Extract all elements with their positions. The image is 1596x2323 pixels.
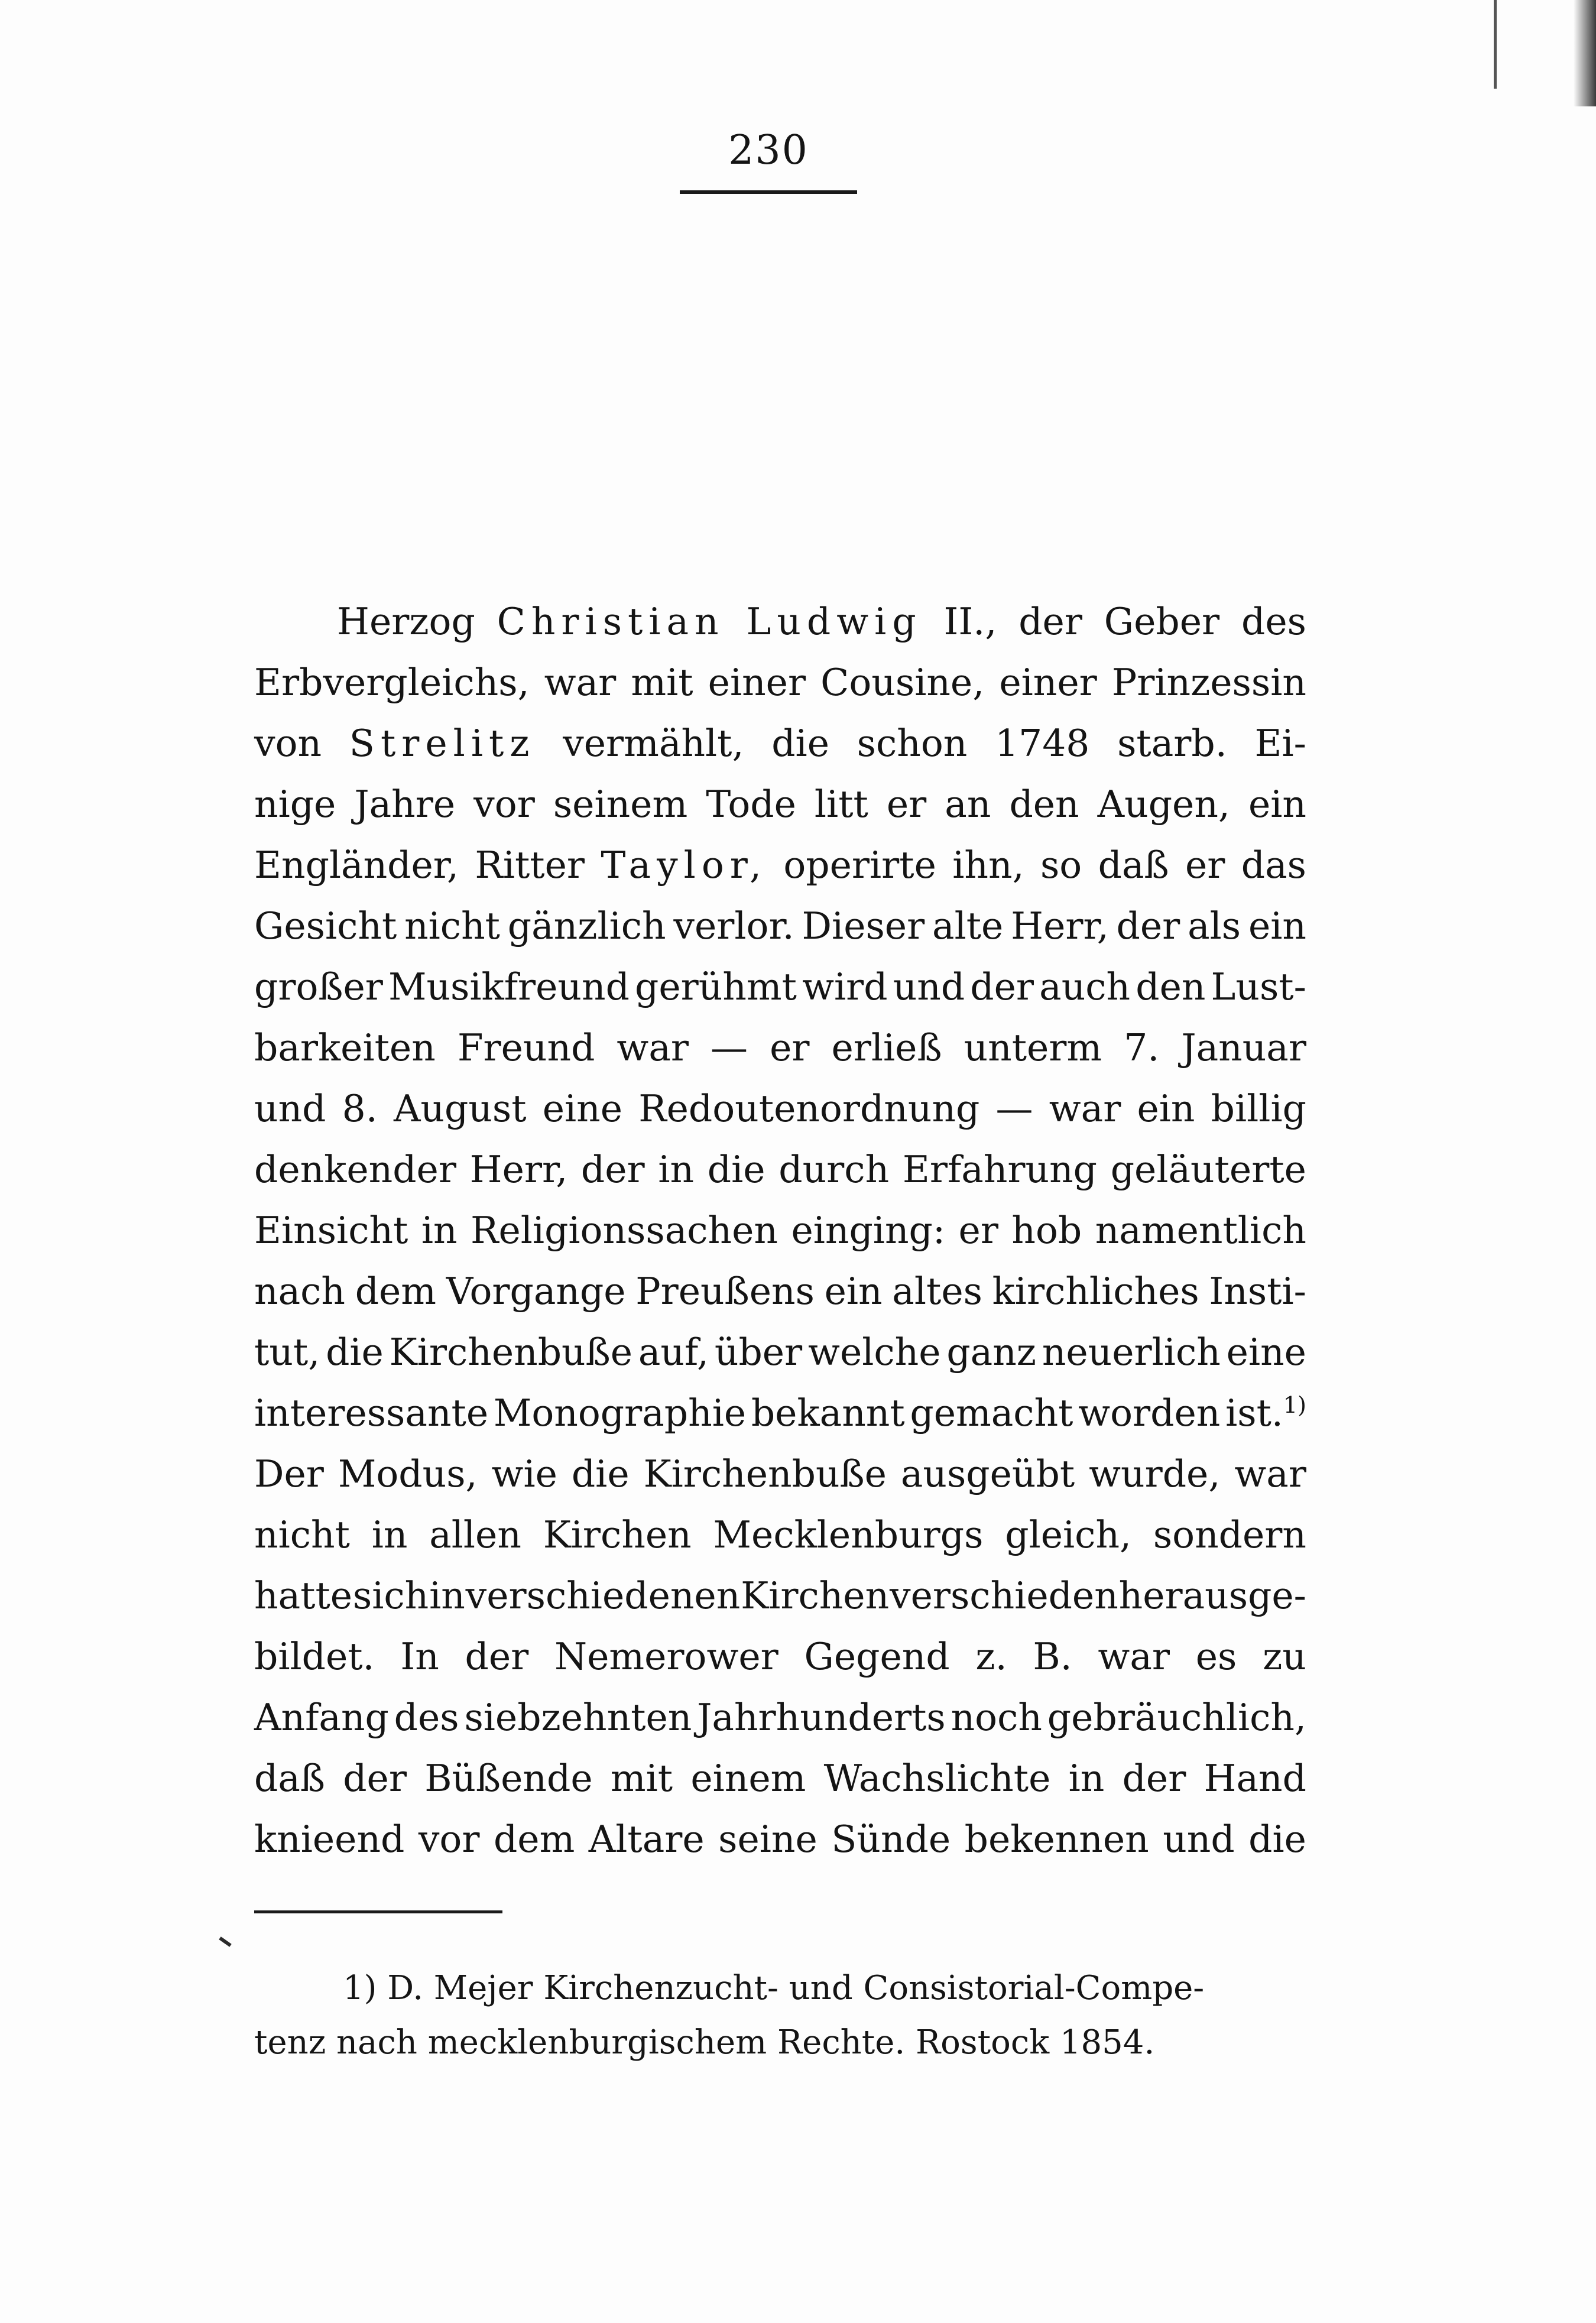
word: Freund (457, 1026, 595, 1069)
word: Kirchen (741, 1574, 890, 1617)
word: Kirchenbuße (643, 1452, 887, 1495)
word: Einsicht (254, 1209, 408, 1252)
word: und (1163, 1818, 1235, 1861)
word: einer (999, 661, 1097, 704)
word: ein (1248, 904, 1306, 948)
word: verlor. (673, 904, 794, 948)
word: ein (1137, 1087, 1195, 1130)
text-line (254, 1017, 1306, 1078)
word: vermählt, (563, 722, 744, 765)
word: gleich, (1005, 1513, 1132, 1556)
word: Dieser (802, 904, 925, 948)
word: in (371, 1513, 408, 1556)
word: Kirchenbuße (389, 1331, 632, 1374)
word: namentlich (1095, 1209, 1306, 1252)
word: siebzehnten (464, 1696, 692, 1739)
word: altes (892, 1270, 982, 1313)
word: war (544, 661, 617, 704)
text-line (254, 1626, 1306, 1687)
word: herausge- (1118, 1574, 1306, 1617)
word: es (1195, 1635, 1237, 1678)
word: Religionssachen (471, 1209, 778, 1252)
word: wird (802, 965, 888, 1008)
footnote-rule (254, 1910, 502, 1913)
word: verschiedenen (465, 1574, 741, 1617)
text-line (254, 1322, 1306, 1383)
word: Erbvergleichs, (254, 661, 530, 704)
word: Jahrhunderts (697, 1696, 946, 1739)
word: den (1136, 965, 1206, 1008)
text-line (254, 713, 1306, 774)
word: nicht (254, 1513, 350, 1556)
word: daß (1098, 843, 1169, 887)
word: knieend (254, 1818, 405, 1861)
word: Gesicht (254, 904, 397, 948)
page-number: 230 (728, 127, 809, 174)
word: der (1018, 600, 1082, 643)
word: bekennen (964, 1818, 1149, 1861)
word: worden (1078, 1391, 1221, 1435)
word: allen (429, 1513, 521, 1556)
word: des (394, 1696, 459, 1739)
word: ihn, (952, 843, 1024, 887)
word: seine (718, 1818, 818, 1861)
word: Insti- (1209, 1270, 1306, 1313)
word: Redoutenordnung (638, 1087, 980, 1130)
word: Tode (706, 783, 796, 826)
word: als (1188, 904, 1241, 948)
footnote-text: tenz nach mecklenburgischem Rechte. Rostock 1854. (254, 2023, 1155, 2062)
word: Vorgange (446, 1270, 626, 1313)
word: Musikfreund (388, 965, 630, 1008)
text-line (254, 896, 1306, 956)
word: verschieden (889, 1574, 1118, 1617)
text-line (254, 1261, 1306, 1322)
footnote-number: 1) (343, 1969, 377, 2007)
word: der (343, 1757, 407, 1800)
text-line (254, 1809, 1306, 1870)
word: welche (808, 1331, 941, 1374)
word: auch (1039, 965, 1131, 1008)
word: Herzog (337, 600, 475, 643)
text-line (254, 1443, 1306, 1504)
word: Augen, (1097, 783, 1230, 826)
word: gebräuchlich, (1047, 1696, 1306, 1739)
word: noch (951, 1696, 1042, 1739)
word: daß (254, 1757, 325, 1800)
word: der (1122, 1757, 1186, 1800)
word: erließ (831, 1026, 942, 1069)
word: ganz (946, 1331, 1036, 1374)
word: Herr, (1011, 904, 1109, 948)
footnote (254, 1961, 1306, 2070)
word: Jahre (354, 783, 456, 826)
word: August (393, 1087, 527, 1130)
word: 7. (1124, 1026, 1160, 1069)
text-line (254, 956, 1306, 1017)
word: Prinzessin (1111, 661, 1306, 704)
word: ein (1248, 783, 1306, 826)
word: war (1098, 1635, 1170, 1678)
word: II., (943, 600, 997, 643)
word: in (1068, 1757, 1105, 1800)
word: so (1040, 843, 1082, 887)
word: nicht (404, 904, 500, 948)
word: In (400, 1635, 439, 1678)
word: Nemerower (554, 1635, 778, 1678)
word: und (254, 1087, 326, 1130)
word: gänzlich (507, 904, 666, 948)
word: tut, (254, 1331, 320, 1374)
word: 8. (342, 1087, 378, 1130)
word: der (580, 1148, 645, 1191)
word: 1748 (995, 722, 1090, 765)
word: die (771, 722, 829, 765)
word: Strelitz (349, 722, 536, 765)
word: Geber (1104, 600, 1220, 643)
word: Cousine, (820, 661, 985, 704)
word: ausgeübt (900, 1452, 1075, 1495)
text-line (254, 1139, 1306, 1200)
word: wurde, (1089, 1452, 1221, 1495)
word: eine (542, 1087, 623, 1130)
footnote-line (254, 2016, 1306, 2070)
word: war (1234, 1452, 1306, 1495)
word: auf, (638, 1331, 709, 1374)
word: Anfang (254, 1696, 389, 1739)
word: Preußens (635, 1270, 815, 1313)
word: die (1248, 1818, 1306, 1861)
word: ein (824, 1270, 883, 1313)
word: denkender (254, 1148, 456, 1191)
word: B. (1033, 1635, 1072, 1678)
word: ist. (1225, 1391, 1283, 1435)
word: Herr, (469, 1148, 568, 1191)
word: geläuterte (1110, 1148, 1306, 1191)
word: gemacht (910, 1391, 1073, 1435)
word: bekannt (751, 1391, 905, 1435)
text-line (254, 1504, 1306, 1565)
word: hatte (254, 1574, 353, 1617)
word: dem (493, 1818, 575, 1861)
word: barkeiten (254, 1026, 436, 1069)
word: er (958, 1209, 998, 1252)
word: eine (1226, 1331, 1306, 1374)
word: einer (708, 661, 806, 704)
word: sondern (1153, 1513, 1306, 1556)
text-line (254, 1078, 1306, 1139)
word: gerühmt (635, 965, 797, 1008)
page-edge-shadow (1574, 0, 1596, 106)
word: bildet. (254, 1635, 375, 1678)
word: von (254, 722, 322, 765)
word: Hand (1204, 1757, 1306, 1800)
word: operirte (783, 843, 936, 887)
word: Wachslichte (823, 1757, 1051, 1800)
word: mit (631, 661, 693, 704)
word: den (1009, 783, 1079, 826)
word: einem (690, 1757, 806, 1800)
word: und (893, 965, 965, 1008)
body-text (254, 591, 1306, 1870)
word: alte (932, 904, 1004, 948)
word: das (1241, 843, 1306, 887)
word: war (1049, 1087, 1121, 1130)
word: in (421, 1209, 458, 1252)
word: Ei- (1254, 722, 1306, 765)
word: Ludwig (746, 600, 922, 643)
word: mit (610, 1757, 673, 1800)
word: Modus, (338, 1452, 478, 1495)
word: die (326, 1331, 384, 1374)
text-line (254, 774, 1306, 835)
word: einging: (791, 1209, 946, 1252)
word: vor (473, 783, 535, 826)
word: der (970, 965, 1034, 1008)
word: starb. (1117, 722, 1227, 765)
text-line (254, 1687, 1306, 1748)
word: hob (1011, 1209, 1082, 1252)
footnote-reference: 1) (1283, 1392, 1306, 1418)
word: Monographie (493, 1391, 747, 1435)
page-number-rule (680, 190, 857, 194)
text-line (254, 652, 1306, 713)
word: Kirchen (543, 1513, 692, 1556)
word-with-footnote-ref (1225, 1383, 1306, 1443)
ink-mark (219, 1936, 231, 1947)
word: — (711, 1026, 748, 1069)
word: vor (418, 1818, 480, 1861)
text-line (254, 1565, 1306, 1626)
word: Erfahrung (902, 1148, 1098, 1191)
text-line (254, 1200, 1306, 1261)
word: zu (1263, 1635, 1306, 1678)
word: Januar (1181, 1026, 1306, 1069)
text-line (254, 591, 1306, 652)
word: schon (857, 722, 968, 765)
text-line (254, 835, 1306, 896)
word: über (714, 1331, 803, 1374)
word: Engländer, (254, 843, 459, 887)
word: Lust- (1211, 965, 1306, 1008)
word: interessante (254, 1391, 489, 1435)
word: Der (254, 1452, 324, 1495)
word: Gegend (804, 1635, 950, 1678)
page-edge-line (1494, 0, 1497, 89)
word: Mecklenburgs (713, 1513, 984, 1556)
word: der (1116, 904, 1180, 948)
word: an (945, 783, 991, 826)
word: Sünde (831, 1818, 951, 1861)
word: der (465, 1635, 529, 1678)
text-line (254, 1748, 1306, 1809)
word: Altare (588, 1818, 705, 1861)
word: neuerlich (1042, 1331, 1221, 1374)
word: unterm (964, 1026, 1102, 1069)
footnote-line (254, 1961, 1306, 2016)
word: er (1185, 843, 1225, 887)
text-line (254, 1383, 1306, 1443)
word: in (658, 1148, 695, 1191)
word: nige (254, 783, 336, 826)
word: die (571, 1452, 630, 1495)
word: Büßende (424, 1757, 593, 1800)
word: z. (975, 1635, 1007, 1678)
word: war (617, 1026, 689, 1069)
word: des (1241, 600, 1306, 643)
word: Taylor, (601, 843, 767, 887)
footnote-text: D. Mejer Kirchenzucht- und Consistorial-Compe- (387, 1969, 1205, 2007)
word: nach (254, 1270, 345, 1313)
word: die (707, 1148, 765, 1191)
word: kirchliches (992, 1270, 1199, 1313)
word: billig (1211, 1087, 1306, 1130)
word: litt (814, 783, 868, 826)
word: sich (352, 1574, 429, 1617)
word: — (995, 1087, 1033, 1130)
word: Ritter (475, 843, 585, 887)
word: er (770, 1026, 810, 1069)
word: durch (778, 1148, 890, 1191)
word: in (429, 1574, 465, 1617)
word: wie (491, 1452, 557, 1495)
word: er (886, 783, 927, 826)
word: großer (254, 965, 383, 1008)
word: dem (355, 1270, 437, 1313)
word: seinem (553, 783, 688, 826)
word: Christian (497, 600, 725, 643)
